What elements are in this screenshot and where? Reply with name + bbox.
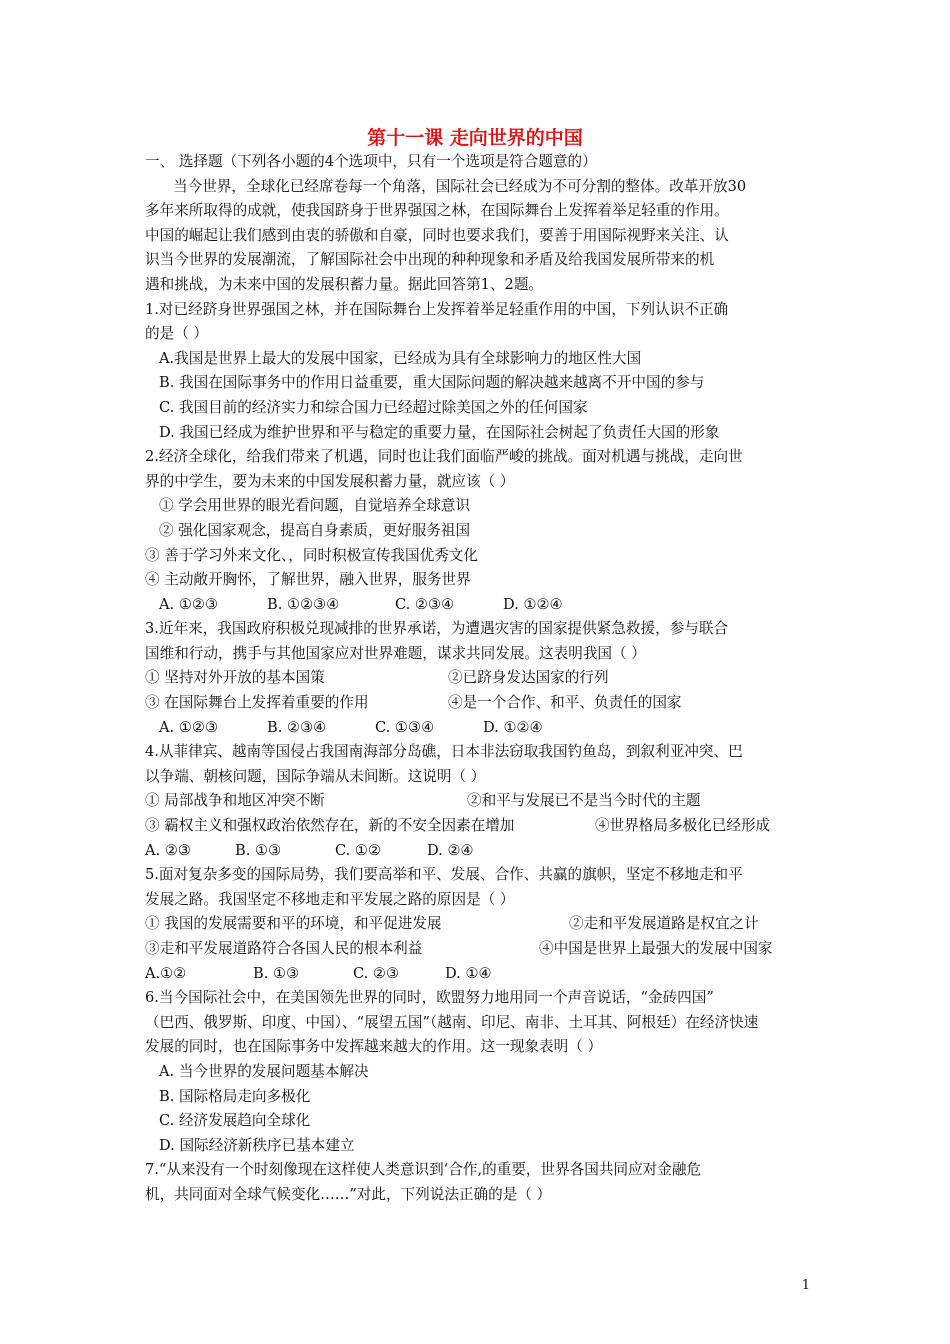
page-title: 第十一课 走向世界的中国 [367,127,583,149]
answer-b: B. ①③ [253,964,300,982]
statement-item: ④世界格局多极化已经形成 [595,817,771,835]
statement-item: ④中国是世界上最强大的发展中国家 [539,940,773,957]
statement-item: ① 学会用世界的眼光看问题，自觉培养全球意识 [159,497,471,515]
statement-item: ③ 霸权主义和强权政治依然存在，新的不安全因素在增加 [145,817,515,835]
answer-choices [145,839,810,864]
answer-a: A.①② [145,964,187,982]
statement-item: ②走和平发展道路是权宜之计 [569,915,759,933]
answer-a: A. ①②③ [159,595,219,613]
question-stem: 以争端、朝核问题，国际争端从未间断。这说明（ ） [145,767,486,785]
statement-item: ③ 在国际舞台上发挥着重要的作用 [145,694,369,712]
statement-item: ②和平与发展已不是当今时代的主题 [467,792,701,810]
answer-c: C. ①② [335,841,382,859]
answer-choices [145,716,810,741]
statement-row [145,789,810,814]
answer-d: D. ①②④ [503,595,563,613]
answer-c: C. ①③④ [375,718,435,736]
option-c: C. 我国目前的经济实力和综合国力已经超过除美国之外的任何国家 [159,398,588,416]
statement-row [145,814,810,839]
statement-item: ① 坚持对外开放的基本国策 [145,669,325,687]
answer-choices [145,593,810,618]
question-7 [145,1158,810,1207]
document-body [145,150,810,1208]
option-c: C. 经济发展趋向全球化 [159,1112,311,1130]
question-2 [145,445,810,617]
statement-row [145,666,810,691]
question-stem: 国维和行动，携手与其他国家应对世界难题，谋求共同发展。这表明我国（ ） [145,644,646,662]
statement-item: ① 我国的发展需要和平的环境，和平促进发展 [145,915,442,933]
question-stem: 2.经济全球化，给我们带来了机遇，同时也让我们面临严峻的挑战。面对机遇与挑战，走向世 [145,448,743,466]
statement-item: ① 局部战争和地区冲突不断 [145,792,325,810]
question-stem: 7.“从来没有一个时刻像现在这样使人类意识到‘合作,的重要，世界各国共同应对金融危 [145,1161,702,1179]
question-stem: 发展的同时，也在国际事务中发挥越来越大的作用。这一现象表明（ ） [145,1038,603,1056]
question-stem: 1.对已经跻身世界强国之林，并在国际舞台上发挥着举足轻重作用的中国，下列认识不正确 [145,300,729,318]
answer-d: D. ①④ [445,964,492,982]
option-d: D. 国际经济新秩序已基本建立 [159,1136,355,1154]
answer-d: D. ②④ [427,841,474,859]
page-number: 1 [801,1278,810,1293]
question-stem: 3.近年来，我国政府积极兑现减排的世界承诺，为遭遇灾害的国家提供紧急救援，参与联合 [145,620,729,638]
question-1 [145,298,810,446]
statement-item: ③ 善于学习外来文化、，同时积极宣传我国优秀文化 [145,546,478,564]
intro-paragraph: 当今世界，全球化已经席卷每一个角落，国际社会已经成为不可分割的整体。改革开放30 多年来所取得的成就，使我国跻身于世界强国之林，在国际舞台上发挥着举足轻重的作用。 中国的崛起让我们感到由衷的骄傲和自豪，同时也要求我们，要善于用国际视野来关注、认 识当今世界的发展潮流，了解国际社会中出现的种种现象和矛盾及给我国发展所带来的机 遇和挑战，为未来中国的发展积蓄力量。据此回答第1、2题。 [145,177,747,293]
question-5 [145,863,810,986]
statement-row [145,937,810,962]
question-stem: 6.当今国际社会中，在美国领先世界的同时，欧盟努力地用同一个声音说话，“金砖四国” [145,989,714,1007]
answer-a: A. ①②③ [159,718,219,736]
statement-row [145,912,810,937]
statement-item: ④ 主动敞开胸怀，了解世界，融入世界，服务世界 [145,571,471,589]
question-stem: 发展之路。我国坚定不移地走和平发展之路的原因是（ ） [145,890,515,908]
question-6 [145,986,810,1158]
answer-d: D. ①②④ [483,718,543,736]
option-b: B. 我国在国际事务中的作用日益重要，重大国际问题的解决越来越离不开中国的参与 [159,374,705,392]
statement-item: ③走和平发展道路符合各国人民的根本利益 [145,940,423,957]
question-stem: 界的中学生，要为未来的中国发展积蓄力量，就应该（ ） [145,472,515,490]
question-stem: 5.面对复杂多变的国际局势，我们要高举和平、发展、合作、共赢的旗帜，坚定不移地走和平 [145,866,743,884]
answer-b: B. ①②③④ [267,595,340,613]
answer-c: C. ②③④ [395,595,455,613]
option-a: A.我国是世界上最大的发展中国家，已经成为具有全球影响力的地区性大国 [159,349,642,367]
option-d: D. 我国已经成为维护世界和平与稳定的重要力量，在国际社会树起了负责任大国的形象 [159,423,720,441]
statement-item: ④是一个合作、和平、负责任的国家 [448,694,682,712]
answer-choices [145,962,810,987]
question-3 [145,617,810,740]
question-stem: 机，共同面对全球气候变化……”对此，下列说法正确的是（ ） [145,1185,552,1203]
option-a: A. 当今世界的发展问题基本解决 [159,1062,369,1080]
answer-b: B. ①③ [235,841,282,859]
statement-row [145,691,810,716]
question-stem: （巴西、俄罗斯、印度、中国）、“展望五国”（越南、印尼、南非、土耳其、阿根廷）在经济快速 [145,1013,759,1031]
option-b: B. 国际格局走向多极化 [159,1087,311,1105]
question-4 [145,740,810,863]
answer-a: A. ②③ [145,841,191,859]
answer-c: C. ②③ [353,964,400,982]
answer-b: B. ②③④ [267,718,327,736]
question-stem: 4.从菲律宾、越南等国侵占我国南海部分岛礁，日本非法窃取我国钓鱼岛，到叙利亚冲突、巴 [145,743,743,761]
statement-item: ② 强化国家观念，提高自身素质，更好服务祖国 [159,521,471,539]
section-heading: 一、 选择题（下列各小题的4个选项中，只有一个选项是符合题意的） [145,153,597,170]
statement-item: ②已跻身发达国家的行列 [448,669,609,687]
question-stem: 的是（ ） [145,325,209,343]
